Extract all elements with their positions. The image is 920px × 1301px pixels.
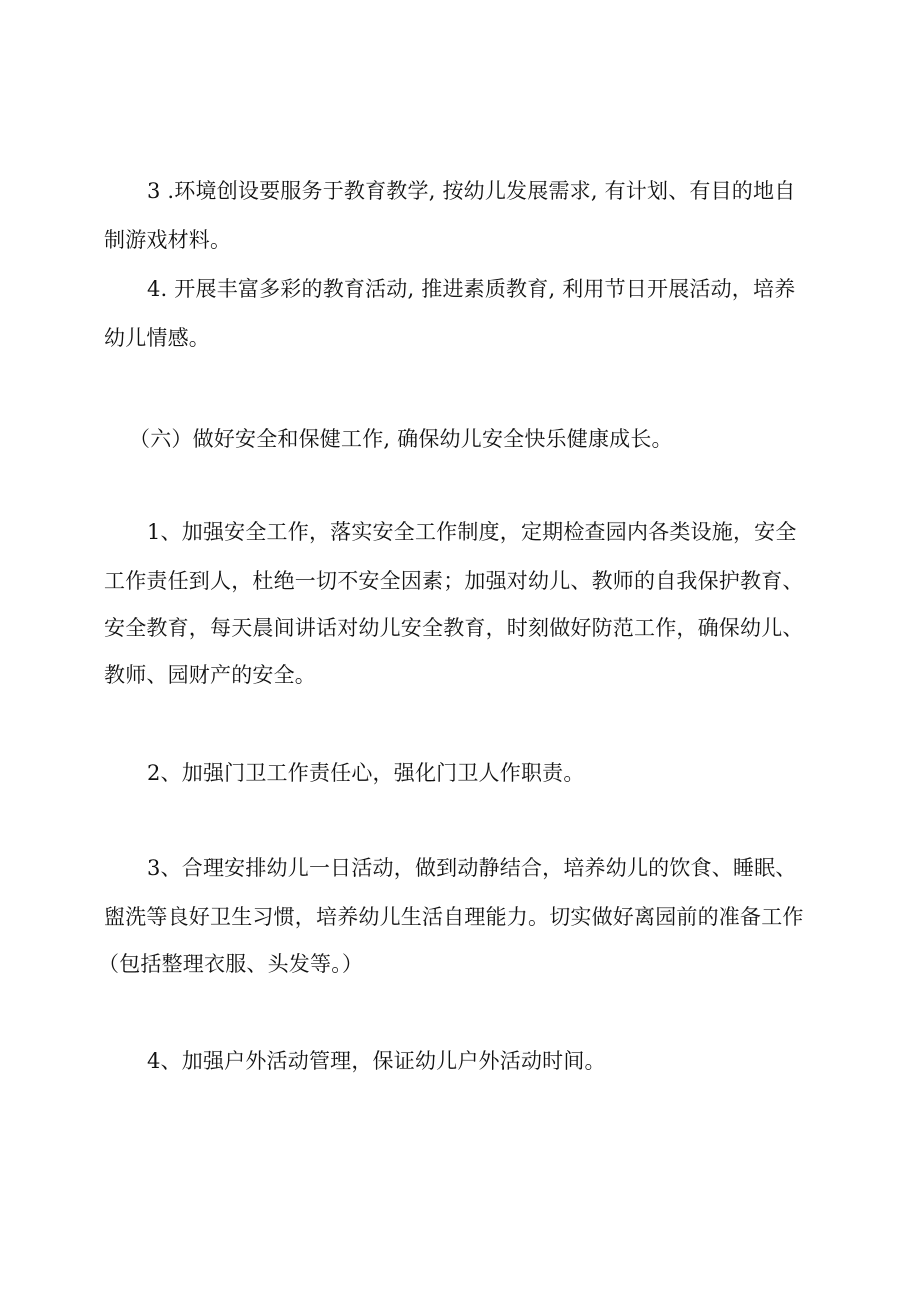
section6-p1-line2: 工作责任到人，杜绝一切不安全因素；加强对幼儿、教师的自我保护教育、 bbox=[104, 569, 804, 593]
section6-heading: （六）做好安全和保健工作, 确保幼儿安全快乐健康成长。 bbox=[129, 427, 673, 451]
section6-p2-line1: 2、加强门卫工作责任心，强化门卫人作职责。 bbox=[147, 761, 585, 785]
section6-p3-line2: 盥洗等良好卫生习惯，培养幼儿生活自理能力。切实做好离园前的准备工作 bbox=[104, 905, 804, 929]
section6-p1-line4: 教师、园财产的安全。 bbox=[104, 663, 316, 687]
section6-p3-line3: （包括整理衣服、头发等。） bbox=[98, 952, 364, 976]
item4-line2: 幼儿情感。 bbox=[104, 326, 210, 350]
section6-p1-line1: 1、加强安全工作，落实安全工作制度，定期检查园内各类设施，安全 bbox=[147, 520, 797, 544]
section6-p1-line3: 安全教育，每天晨间讲话对幼儿安全教育，时刻做好防范工作，确保幼儿、 bbox=[104, 616, 804, 640]
item4-line1: 4. 开展丰富多彩的教育活动, 推进素质教育, 利用节日开展活动，培养 bbox=[147, 277, 796, 301]
item3-line2: 制游戏材料。 bbox=[104, 228, 232, 252]
section6-p4-line1: 4、加强户外活动管理，保证幼儿户外活动时间。 bbox=[147, 1049, 606, 1073]
section6-p3-line1: 3、合理安排幼儿一日活动，做到动静结合，培养幼儿的饮食、睡眠、 bbox=[147, 856, 797, 880]
item3-line1: 3 .环境创设要服务于教育教学, 按幼儿发展需求, 有计划、有目的地自 bbox=[147, 179, 796, 203]
